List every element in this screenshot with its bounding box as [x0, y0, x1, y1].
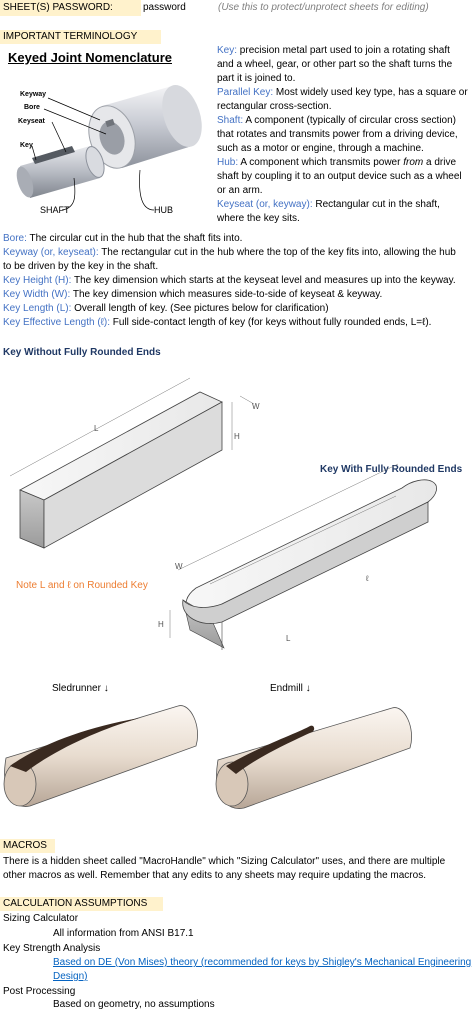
def-keyway-2: to be driven by the key in the shaft. [3, 261, 159, 272]
label-bore: Bore [24, 104, 40, 111]
endmill-shaft [216, 708, 412, 809]
calc-strength-link[interactable]: Based on DE (Von Mises) theory (recommended for keys by Shigley's Mechanical Engineering [53, 957, 472, 968]
password-note: (Use this to protect/unprotect sheets for editing) [218, 2, 429, 13]
def-key-length: Overall length of key. (See pictures below for clarification) [74, 303, 329, 314]
def-keyseat-1: Rectangular cut in the shaft, [315, 199, 440, 210]
def-shaft-3: such as a motor or engine, through a machine. [217, 143, 424, 154]
dim-l-rounded: ℓ [366, 574, 369, 583]
def-key-2: and a wheel, gear, or other part so the shaft turns the [217, 59, 453, 70]
calc-strength-link-2[interactable]: Design) [53, 971, 88, 982]
calc-strength-title: Key Strength Analysis [3, 943, 101, 954]
calc-sizing-title: Sizing Calculator [3, 913, 79, 924]
term-key-width: Key Width (W): [3, 289, 71, 300]
term-key: Key: [217, 45, 238, 56]
definitions-right [217, 44, 474, 226]
def-shaft-2: that rotates and transmits power from a driving device, [217, 129, 458, 140]
dim-h-flat: H [234, 432, 240, 441]
term-key-height: Key Height (H): [3, 275, 72, 286]
macros-line-2: other macros as well. Remember that any edits to any sheets may require updating the macros. [3, 870, 426, 881]
def-bore: The circular cut in the hub that the shaft fits into. [29, 233, 243, 244]
def-shaft-1: A component (typically of circular cross section) [245, 115, 457, 126]
term-keyseat: Keyseat (or, keyway): [217, 199, 313, 210]
def-hub-3: or an arm. [217, 185, 263, 196]
def-key-effective-length: Full side-contact length of key (for keys without fully rounded ends, L=ℓ). [112, 317, 432, 328]
flat-key [10, 378, 254, 548]
def-hub-em: from [403, 157, 424, 168]
terminology-header: IMPORTANT TERMINOLOGY [0, 30, 161, 44]
def-key-height: The key dimension which starts at the keyseat level and measures up into the keyway. [73, 275, 456, 286]
flat-key-title: Key Without Fully Rounded Ends [3, 347, 161, 358]
sledrunner-shaft [4, 706, 198, 807]
calc-post-detail: Based on geometry, no assumptions [53, 999, 215, 1010]
definitions-full [3, 232, 474, 330]
password-value[interactable]: password [143, 2, 186, 13]
dim-l-flat: L [94, 424, 99, 433]
rounded-key-note: Note L and ℓ on Rounded Key [16, 580, 148, 591]
dim-h-rounded: H [158, 620, 164, 629]
label-key: Key [20, 142, 33, 149]
keyed-joint-title: Keyed Joint Nomenclature [8, 50, 172, 65]
sledrunner-label: Sledrunner ↓ [52, 683, 109, 694]
label-hub: HUB [154, 205, 174, 215]
dim-w-rounded: W [175, 562, 183, 571]
calc-header: CALCULATION ASSUMPTIONS [0, 897, 163, 911]
label-keyseat: Keyseat [18, 118, 45, 125]
dim-w-flat: W [252, 402, 260, 411]
def-parallel-1: Most widely used key type, has a square or [275, 87, 468, 98]
def-key-3: part it is joined to. [217, 73, 296, 84]
macros-header: MACROS [0, 839, 55, 853]
calc-post-title: Post Processing [3, 986, 76, 997]
term-key-length: Key Length (L): [3, 303, 72, 314]
rounded-key [170, 464, 437, 650]
def-hub-post: a drive [423, 157, 457, 168]
def-key-1: precision metal part used to join a rotating shaft [239, 45, 450, 56]
label-shaft: SHAFT [40, 205, 70, 215]
def-keyway-1: The rectangular cut in the hub where the top of the key fits into, allowing the hub [101, 247, 456, 258]
term-key-effective-length: Key Effective Length (ℓ): [3, 317, 110, 328]
rounded-key-title: Key With Fully Rounded Ends [320, 464, 463, 475]
label-keyway: Keyway [20, 91, 47, 98]
dim-L-rounded: L [286, 634, 291, 643]
keyed-joint-figure [2, 46, 212, 218]
def-parallel-2: rectangular cross-section. [217, 101, 332, 112]
def-key-width: The key dimension which measures side-to-side of keyseat & keyway. [72, 289, 383, 300]
term-shaft: Shaft: [217, 115, 244, 126]
term-keyway: Keyway (or, keyseat): [3, 247, 99, 258]
def-hub-pre: A component which transmits power [240, 157, 404, 168]
keyseat-drawings [0, 696, 474, 826]
def-hub-2: shaft by coupling it to an output device such as a wheel [217, 171, 462, 182]
macros-line-1: There is a hidden sheet called "MacroHandle" which "Sizing Calculator" uses, and there are multiple [3, 856, 446, 867]
def-keyseat-2: where the key sits. [217, 213, 300, 224]
term-bore: Bore: [3, 233, 27, 244]
term-hub: Hub: [217, 157, 239, 168]
password-label: SHEET(S) PASSWORD: [0, 0, 141, 16]
endmill-label: Endmill ↓ [270, 683, 311, 694]
term-parallel-key: Parallel Key: [217, 87, 274, 98]
keyed-joint-drawing [2, 46, 212, 218]
calc-sizing-detail: All information from ANSI B17.1 [53, 928, 194, 939]
key-drawings [0, 360, 474, 660]
